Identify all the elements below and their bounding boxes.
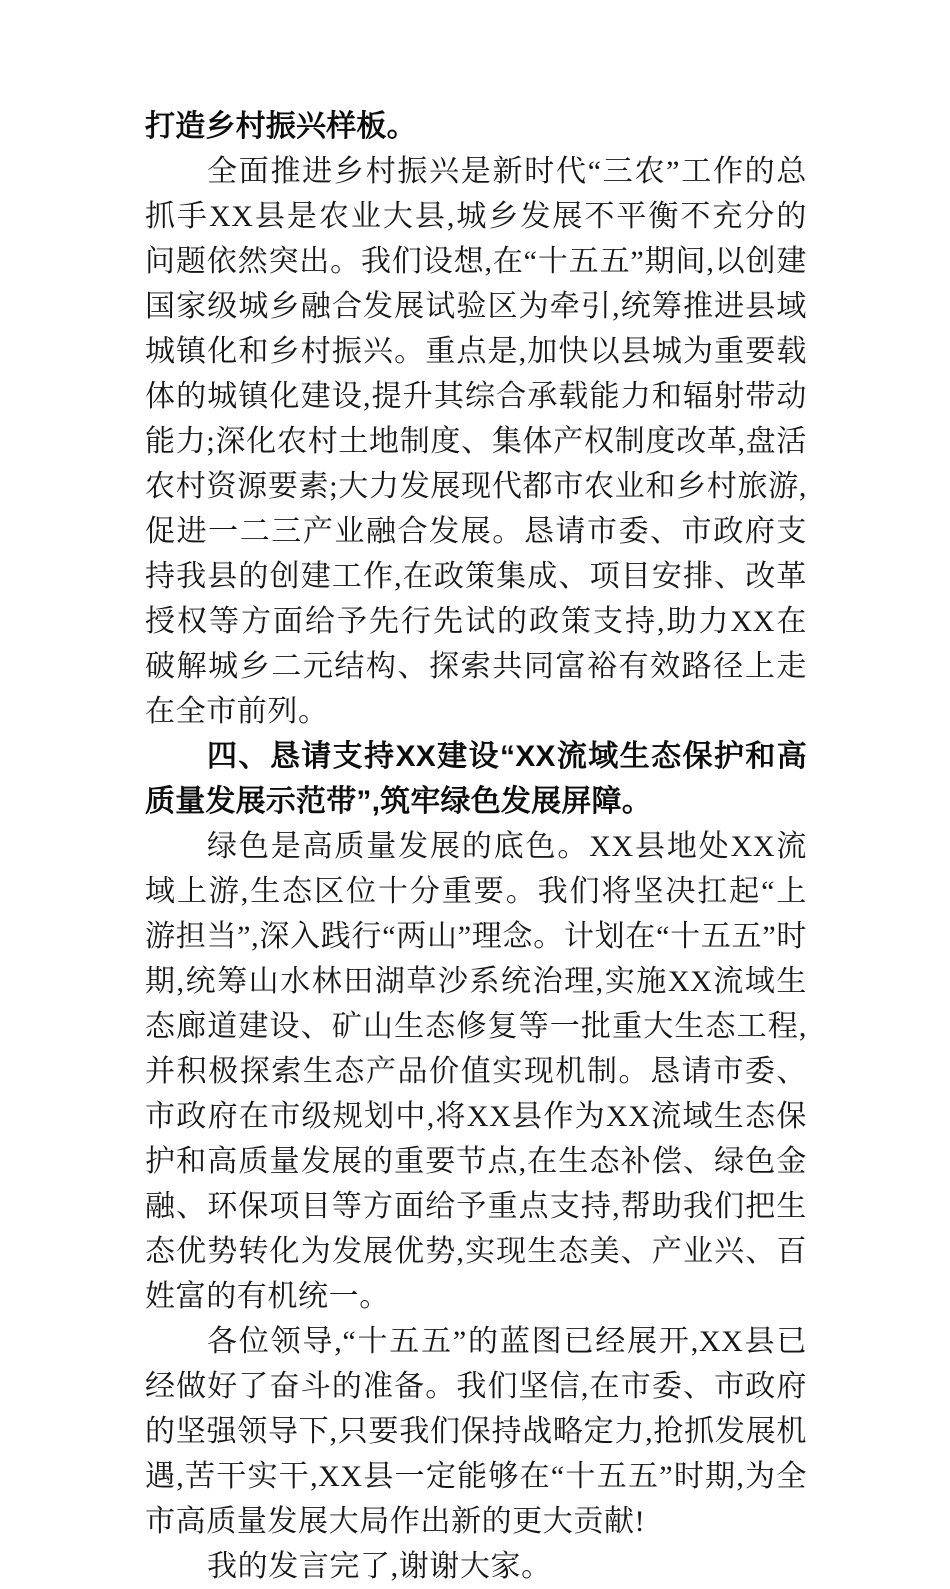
paragraph-closing-commitment: 各位领导,“十五五”的蓝图已经展开,XX县已经做好了奋斗的准备。我们坚信,在市委、市政府的坚强领导下,只要我们保持战略定力,抢抓发展机遇,苦干实干,XX县一定能够在“十五五”时期,为全市高质量发展大局作出新的更大贡献! <box>145 1325 807 1538</box>
paragraph-rural-revitalization-body: 全面推进乡村振兴是新时代“三农”工作的总抓手XX县是农业大县,城乡发展不平衡不充分的问题依然突出。我们设想,在“十五五”期间,以创建国家级城乡融合发展试验区为牵引,统筹推进县域城镇化和乡村振兴。重点是,加快以县城为重要载体的城镇化建设,提升其综合承载能力和辐射带动能力;深化农村土地制度、集体产权制度改革,盘活农村资源要素;大力发展现代都市农业和乡村旅游,促进一二三产业融合发展。恳请市委、市政府支持我县的创建工作,在政策集成、项目安排、改革授权等方面给予先行先试的政策支持,助力XX在破解城乡二元结构、探索共同富裕有效路径上走在全市前列。 <box>145 155 807 728</box>
paragraph-final-thanks: 我的发言完了,谢谢大家。 <box>207 1550 552 1583</box>
section-heading-rural-revitalization: 打造乡村振兴样板。 <box>145 110 417 143</box>
paragraph-green-development-body: 绿色是高质量发展的底色。XX县地处XX流域上游,生态区位十分重要。我们将坚决扛起“上游担当”,深入践行“两山”理念。计划在“十五五”时期,统筹山水林田湖草沙系统治理,实施XX流域生态廊道建设、矿山生态修复等一批重大生态工程,并积极探索生态产品价值实现机制。恳请市委、市政府在市级规划中,将XX县作为XX流域生态保护和高质量发展的重要节点,在生态补偿、绿色金融、环保项目等方面给予重点支持,帮助我们把生态优势转化为发展优势,实现生态美、产业兴、百姓富的有机统一。 <box>145 830 807 1313</box>
section-heading-four-ecological-belt: 四、恳请支持XX建设“XX流域生态保护和高质量发展示范带”,筑牢绿色发展屏障。 <box>145 740 807 818</box>
document-text-column <box>145 104 807 1589</box>
